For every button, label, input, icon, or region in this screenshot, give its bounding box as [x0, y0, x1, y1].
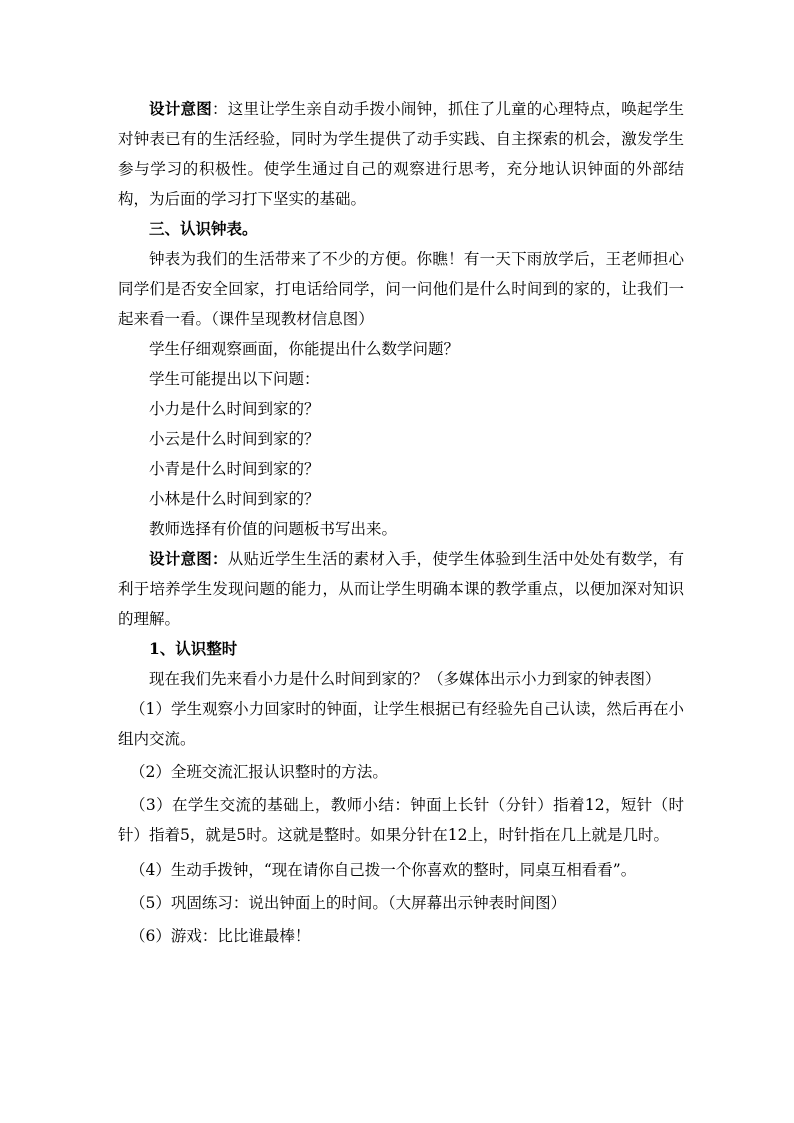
question-prompt: 学生仔细观察画面，你能提出什么数学问题？ — [149, 340, 460, 358]
teacher-note: 教师选择有价值的问题板书写出来。 — [149, 520, 398, 538]
intro-paragraph: 钟表为我们的生活带来了不少的方便。你瞧！有一天下雨放学后，王老师担心同学们是否安全回家，打电话给同学，问一问他们是什么时间到的家的，让我们一起来看一看。（课件呈现教材信息图） — [118, 250, 684, 328]
design-intent-text-2: 从贴近学生生活的素材入手，使学生体验到生活中处处有数学，有利于培养学生发现问题的能力，从而让学生明确本课的教学重点，以便加深对知识的理解。 — [118, 550, 684, 628]
question-item-4: 小林是什么时间到家的？ — [149, 490, 320, 508]
step-4: （4）生动手拨钟，“现在请你自己拨一个你喜欢的整时，同桌互相看看”。 — [130, 861, 637, 879]
question-item-3: 小青是什么时间到家的？ — [149, 460, 320, 478]
step-3: （3）在学生交流的基础上，教师小结：钟面上长针（分针）指着12，短针（时针）指着5，就是5时。这就是整时。如果分针在12上，时针指在几上就是几时。 — [118, 796, 684, 844]
step-1: （1）学生观察小力回家时的钟面，让学生根据已有经验先自己认读，然后再在小组内交流。 — [118, 700, 684, 748]
design-intent-text: ：这里让学生亲自动手拨小闹钟，抓住了儿童的心理特点，唤起学生对钟表已有的生活经验，同时为学生提供了动手实践、自主探索的机会，激发学生参与学习的积极性。使学生通过自己的观察进行思考，充分地认识钟面的外部结构，为后面的学习打下坚实的基础。 — [118, 100, 684, 208]
question-item-1: 小力是什么时间到家的？ — [149, 400, 320, 418]
section-heading: 三、认识钟表。 — [149, 219, 258, 238]
whole-hour-intro: 现在我们先来看小力是什么时间到家的？（多媒体出示小力到家的钟表图） — [149, 670, 661, 688]
step-2: （2）全班交流汇报认识整时的方法。 — [130, 763, 388, 781]
question-item-2: 小云是什么时间到家的？ — [149, 430, 320, 448]
possible-questions-intro: 学生可能提出以下问题： — [149, 370, 320, 388]
design-intent-label-2: 设计意图： — [149, 549, 228, 568]
step-5: （5）巩固练习：说出钟面上的时间。（大屏幕出示钟表时间图） — [130, 894, 567, 912]
document-page — [118, 94, 684, 951]
design-intent-label: 设计意图 — [149, 99, 212, 118]
design-intent-paragraph-2 — [118, 544, 684, 634]
subsection-heading: 1、认识整时 — [149, 639, 238, 658]
step-6: （6）游戏：比比谁最棒！ — [130, 927, 311, 945]
design-intent-paragraph-1 — [118, 94, 684, 214]
